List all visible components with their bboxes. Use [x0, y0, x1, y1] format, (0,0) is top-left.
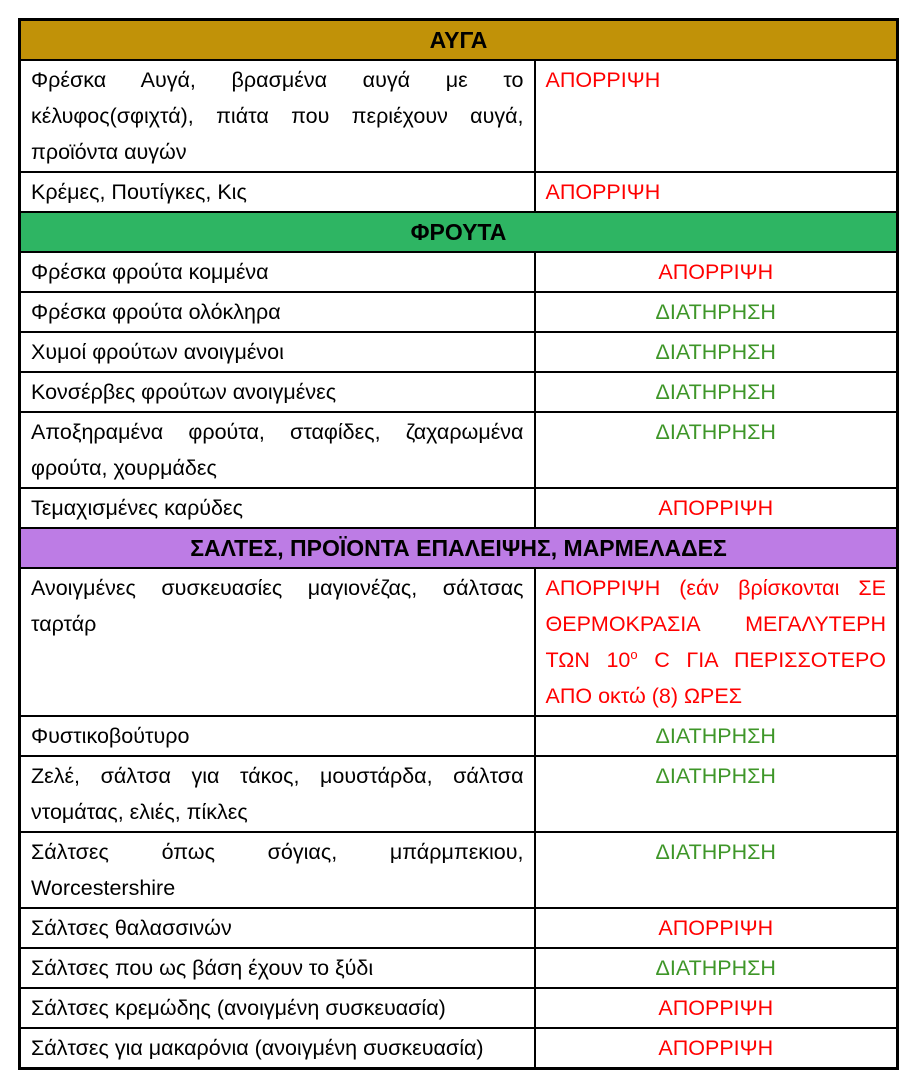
section-title-fruits: ΦΡΟΥΤΑ [20, 212, 898, 252]
item-cell [20, 252, 535, 292]
table-row [20, 988, 898, 1028]
verdict-text-keep: ΔΙΑΤΗΡΗΣΗ [655, 764, 776, 788]
action-cell [535, 716, 898, 756]
action-cell [535, 988, 898, 1028]
verdict-text-discard-condition: ΑΠΟΡΡΙΨΗ (εάν βρίσκονται ΣΕ ΘΕΡΜΟΚΡΑΣΙΑ ΜΕΓΑΛΥΤΕΡΗ ΤΩΝ 10 [545, 576, 887, 672]
verdict-text-discard: ΑΠΟΡΡΙΨΗ [545, 180, 661, 204]
action-cell [535, 172, 898, 212]
item-text: Φυστικοβούτυρο [31, 724, 190, 748]
section-title-eggs: ΑΥΓΑ [20, 20, 898, 61]
item-cell [20, 412, 535, 488]
table-row [20, 292, 898, 332]
item-text: Σάλτσες που ως βάση έχουν το ξύδι [31, 956, 374, 980]
table-row [20, 412, 898, 488]
action-cell [535, 948, 898, 988]
item-cell [20, 568, 535, 716]
section-title-sauces: ΣΑΛΤΕΣ, ΠΡΟΪΟΝΤΑ ΕΠΑΛΕΙΨΗΣ, ΜΑΡΜΕΛΑΔΕΣ [20, 528, 898, 568]
table-row [20, 832, 898, 908]
table-row [20, 716, 898, 756]
verdict-text-discard: ΑΠΟΡΡΙΨΗ [658, 1036, 774, 1060]
food-storage-table [18, 18, 899, 1070]
table-row [20, 488, 898, 528]
item-text: Ζελέ, σάλτσα για τάκος, μουστάρδα, σάλτσα ντομάτας, ελιές, πίκλες [31, 764, 524, 824]
verdict-text-discard: ΑΠΟΡΡΙΨΗ [545, 68, 661, 92]
table-row [20, 568, 898, 716]
item-cell [20, 716, 535, 756]
verdict-text-keep: ΔΙΑΤΗΡΗΣΗ [655, 340, 776, 364]
table-row [20, 60, 898, 172]
verdict-text-keep: ΔΙΑΤΗΡΗΣΗ [655, 380, 776, 404]
item-cell [20, 372, 535, 412]
action-cell [535, 412, 898, 488]
verdict-text-discard: ΑΠΟΡΡΙΨΗ [658, 996, 774, 1020]
table-row [20, 252, 898, 292]
action-cell [535, 252, 898, 292]
item-cell [20, 908, 535, 948]
item-text: Τεμαχισμένες καρύδες [31, 496, 243, 520]
action-cell [535, 332, 898, 372]
verdict-text-discard: ΑΠΟΡΡΙΨΗ [658, 916, 774, 940]
verdict-text-discard: ΑΠΟΡΡΙΨΗ [658, 260, 774, 284]
item-text: Ανοιγμένες συσκευασίες μαγιονέζας, σάλτσας ταρτάρ [31, 576, 524, 636]
item-text: Σάλτσες κρεμώδης (ανοιγμένη συσκευασία) [31, 996, 446, 1020]
item-cell [20, 832, 535, 908]
verdict-text-discard-condition: C ΓΙΑ ΠΕΡΙΣΣΟΤΕΡΟ ΑΠΟ οκτώ (8) ΩΡΕΣ [545, 648, 887, 708]
item-text: Σάλτσες για μακαρόνια (ανοιγμένη συσκευασία) [31, 1036, 484, 1060]
action-cell [535, 372, 898, 412]
item-cell [20, 60, 535, 172]
verdict-text-discard: ΑΠΟΡΡΙΨΗ [658, 496, 774, 520]
item-cell [20, 172, 535, 212]
item-text: Κρέμες, Πουτίγκες, Κις [31, 180, 247, 204]
item-text: Φρέσκα Αυγά, βρασμένα αυγά με το κέλυφος(σφιχτά), πιάτα που περιέχουν αυγά, προϊόντα αυγών [31, 68, 524, 164]
table-row [20, 372, 898, 412]
verdict-text-keep: ΔΙΑΤΗΡΗΣΗ [655, 724, 776, 748]
item-text: Σάλτσες θαλασσινών [31, 916, 232, 940]
item-cell [20, 488, 535, 528]
action-cell [535, 832, 898, 908]
item-cell [20, 1028, 535, 1069]
verdict-text-keep: ΔΙΑΤΗΡΗΣΗ [655, 956, 776, 980]
item-text: Κονσέρβες φρούτων ανοιγμένες [31, 380, 337, 404]
action-cell [535, 756, 898, 832]
item-cell [20, 988, 535, 1028]
item-cell [20, 292, 535, 332]
section-header-row-sauces [20, 528, 898, 568]
table-row [20, 948, 898, 988]
item-text: Χυμοί φρούτων ανοιγμένοι [31, 340, 284, 364]
item-text: Αποξηραμένα φρούτα, σταφίδες, ζαχαρωμένα φρούτα, χουρμάδες [31, 420, 524, 480]
verdict-text-keep: ΔΙΑΤΗΡΗΣΗ [655, 300, 776, 324]
table-row [20, 908, 898, 948]
verdict-text-keep: ΔΙΑΤΗΡΗΣΗ [655, 420, 776, 444]
degree-superscript: ο [630, 646, 638, 662]
table-row [20, 172, 898, 212]
table-row [20, 756, 898, 832]
action-cell [535, 292, 898, 332]
table-row [20, 332, 898, 372]
table-row [20, 1028, 898, 1069]
verdict-text-keep: ΔΙΑΤΗΡΗΣΗ [655, 840, 776, 864]
item-text: Φρέσκα φρούτα κομμένα [31, 260, 269, 284]
action-cell [535, 908, 898, 948]
section-header-row-fruits [20, 212, 898, 252]
action-cell [535, 488, 898, 528]
item-cell [20, 332, 535, 372]
item-text: Φρέσκα φρούτα ολόκληρα [31, 300, 281, 324]
action-cell [535, 1028, 898, 1069]
action-cell [535, 60, 898, 172]
item-cell [20, 756, 535, 832]
item-cell [20, 948, 535, 988]
section-header-row-eggs [20, 20, 898, 61]
action-cell [535, 568, 898, 716]
item-text: Σάλτσες όπως σόγιας, μπάρμπεκιου, Worcestershire [31, 840, 524, 900]
